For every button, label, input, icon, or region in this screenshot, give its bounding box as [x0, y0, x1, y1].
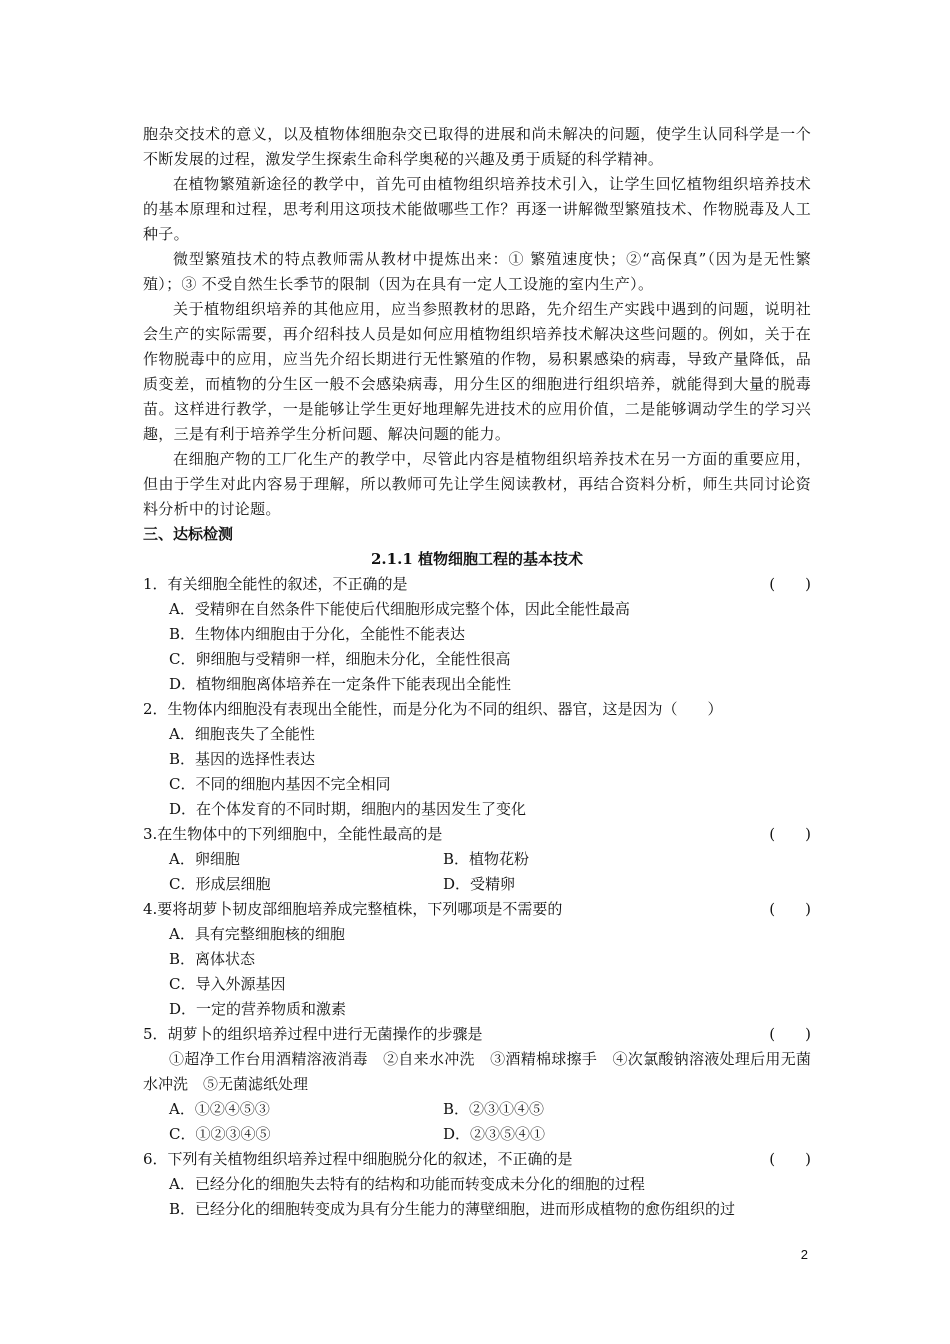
question-stem: [143, 1022, 811, 1047]
question-text: 2．生物体内细胞没有表现出全能性，而是分化为不同的组织、器官，这是因为（ ）: [143, 700, 723, 718]
question-option: B．已经分化的细胞转变成为具有分生能力的薄壁细胞，进而形成植物的愈伤组织的过: [169, 1200, 736, 1218]
question-option: C．①②③④⑤: [169, 1125, 271, 1143]
answer-blank: ( ): [769, 1150, 811, 1168]
question-stem: [143, 697, 811, 722]
question-text: 4.要将胡萝卜韧皮部细胞培养成完整植株，下列哪项是不需要的: [143, 900, 563, 918]
page-number: 2: [800, 1247, 808, 1262]
section-heading: 三、达标检测: [143, 525, 234, 543]
question-option: D．一定的营养物质和激素: [169, 1000, 347, 1018]
question-option: D．在个体发育的不同时期，细胞内的基因发生了变化: [169, 800, 527, 818]
question-option: D．②③⑤④①: [443, 1125, 546, 1143]
paragraph: 微型繁殖技术的特点教师需从教材中提炼出来：① 繁殖速度快；②“高保真”（因为是无性繁殖）；③ 不受自然生长季节的限制（因为在具有一定人工设施的室内生产）。: [143, 250, 811, 293]
option-row: [143, 872, 811, 897]
question-option: A．受精卵在自然条件下能使后代细胞形成完整个体，因此全能性最高: [169, 600, 630, 618]
question-option: A．已经分化的细胞失去特有的结构和功能而转变成未分化的细胞的过程: [169, 1175, 645, 1193]
paragraph: 在植物繁殖新途径的教学中，首先可由植物组织培养技术引入，让学生回忆植物组织培养技术的基本原理和过程，思考利用这项技术能做哪些工作？再逐一讲解微型繁殖技术、作物脱毒及人工种子。: [143, 175, 811, 243]
paragraph: 关于植物组织培养的其他应用，应当参照教材的思路，先介绍生产实践中遇到的问题，说明社会生产的实际需要，再介绍科技人员是如何应用植物组织培养技术解决这些问题的。例如，关于在作物脱毒中的应用，应当先介绍长期进行无性繁殖的作物，易积累感染的病毒，导致产量降低，品质变差，而植物的分生区一般不会感染病毒，用分生区的细胞进行组织培养，就能得到大量的脱毒苗。这样进行教学，一是能够让学生更好地理解先进技术的应用价值，二是能够调动学生的学习兴趣，三是有利于培养学生分析问题、解决问题的能力。: [143, 300, 811, 443]
question-option: B．离体状态: [169, 950, 256, 968]
question-stem: [143, 822, 811, 847]
question-option: A．具有完整细胞核的细胞: [169, 925, 345, 943]
question-option: C．形成层细胞: [169, 875, 271, 893]
question-option: B．生物体内细胞由于分化，全能性不能表达: [169, 625, 466, 643]
question-text: 1．有关细胞全能性的叙述，不正确的是: [143, 575, 408, 593]
question-option: A．细胞丧失了全能性: [169, 725, 315, 743]
question-stem: [143, 1147, 811, 1172]
question-option: C．导入外源基因: [169, 975, 286, 993]
question-steps: ①超净工作台用酒精溶液消毒 ②自来水冲洗 ③酒精棉球擦手 ④次氯酸钠溶液处理后用无菌水冲洗 ⑤无菌滤纸处理: [143, 1050, 811, 1093]
question-option: B．②③①④⑤: [443, 1100, 545, 1118]
question-text: 5．胡萝卜的组织培养过程中进行无菌操作的步骤是: [143, 1025, 483, 1043]
answer-blank: ( ): [769, 575, 811, 593]
question-option: D．植物细胞离体培养在一定条件下能表现出全能性: [169, 675, 512, 693]
question-option: A．①②④⑤③: [169, 1100, 270, 1118]
question-option: C．卵细胞与受精卵一样，细胞未分化，全能性很高: [169, 650, 511, 668]
question-option: B．基因的选择性表达: [169, 750, 316, 768]
answer-blank: ( ): [769, 900, 811, 918]
answer-blank: ( ): [769, 825, 811, 843]
answer-blank: ( ): [769, 1025, 811, 1043]
option-row: [143, 1097, 811, 1122]
paragraph: 在细胞产物的工厂化生产的教学中，尽管此内容是植物组织培养技术在另一方面的重要应用，但由于学生对此内容易于理解，所以教师可先让学生阅读教材，再结合资料分析，师生共同讨论资料分析中的讨论题。: [143, 450, 811, 518]
question-option: D．受精卵: [443, 875, 516, 893]
page-content: [143, 122, 811, 1222]
question-option: C．不同的细胞内基因不完全相同: [169, 775, 391, 793]
quiz-title: 2.1.1 植物细胞工程的基本技术: [371, 550, 583, 568]
question-stem: [143, 572, 811, 597]
question-option: B．植物花粉: [443, 850, 530, 868]
question-option: A．卵细胞: [169, 850, 240, 868]
question-text: 6．下列有关植物组织培养过程中细胞脱分化的叙述，不正确的是: [143, 1150, 573, 1168]
question-stem: [143, 897, 811, 922]
option-row: [143, 1122, 811, 1147]
paragraph: 胞杂交技术的意义，以及植物体细胞杂交已取得的进展和尚未解决的问题，使学生认同科学是一个不断发展的过程，激发学生探索生命科学奥秘的兴趣及勇于质疑的科学精神。: [143, 125, 811, 168]
option-row: [143, 847, 811, 872]
question-text: 3.在生物体中的下列细胞中，全能性最高的是: [143, 825, 443, 843]
